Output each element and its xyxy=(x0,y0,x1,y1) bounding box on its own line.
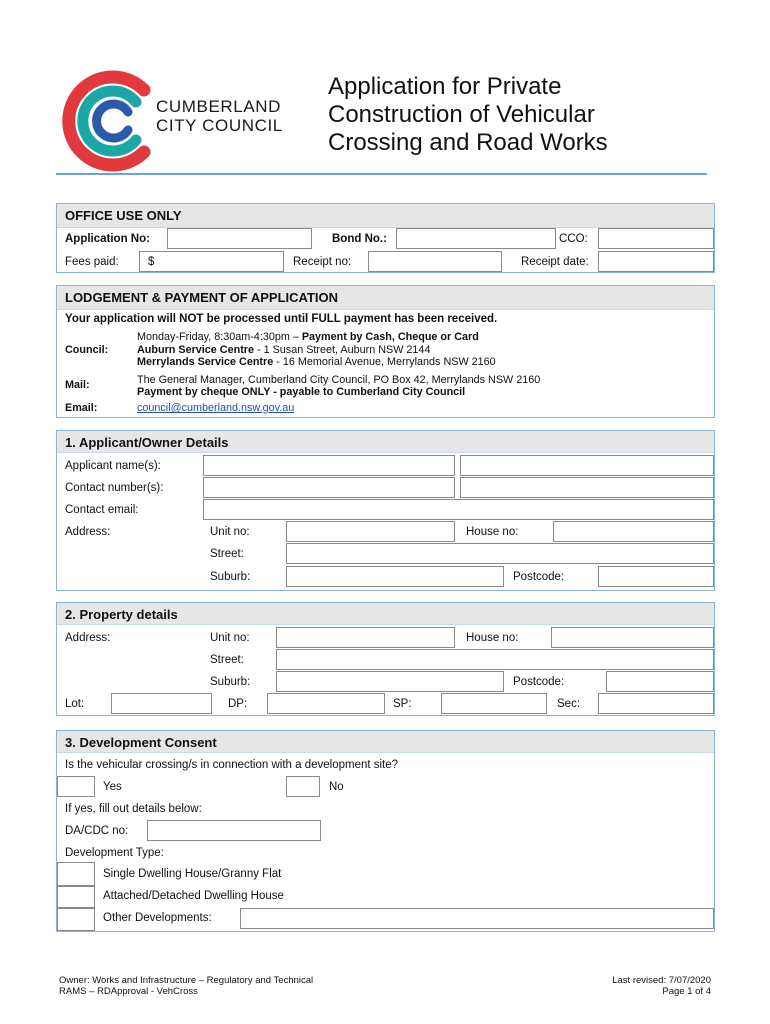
other-developments-checkbox[interactable] xyxy=(57,908,95,931)
applicant-name-field-2[interactable] xyxy=(460,455,714,476)
dp-label: DP: xyxy=(228,698,248,710)
street-field[interactable] xyxy=(286,543,714,564)
street-label: Street: xyxy=(210,654,244,666)
footer-owner: Owner: Works and Infrastructure – Regulatory and Technical RAMS – RDApproval - VehCross xyxy=(59,975,314,997)
suburb-label: Suburb: xyxy=(210,571,251,583)
section-heading: LODGEMENT & PAYMENT OF APPLICATION xyxy=(57,286,714,310)
applicant-section xyxy=(56,430,715,591)
application-no-field[interactable] xyxy=(167,228,312,249)
council-hours: Monday-Friday, 8:30am-4:30pm – Payment by Cash, Cheque or Card xyxy=(137,331,479,343)
sp-field[interactable] xyxy=(441,693,547,714)
auburn-centre: Auburn Service Centre - 1 Susan Street, Auburn NSW 2144 xyxy=(137,344,431,356)
address-label: Address: xyxy=(65,632,111,644)
applicant-name-field-1[interactable] xyxy=(203,455,455,476)
receipt-date-label: Receipt date: xyxy=(521,256,589,268)
house-no-label: House no: xyxy=(466,526,519,538)
contact-email-field[interactable] xyxy=(203,499,714,520)
payment-notice: Your application will NOT be processed until FULL payment has been received. xyxy=(65,313,498,325)
da-cdc-field[interactable] xyxy=(147,820,321,841)
other-developments-label: Other Developments: xyxy=(103,912,212,924)
unit-no-label: Unit no: xyxy=(210,632,250,644)
section-heading: 3. Development Consent xyxy=(57,731,714,753)
lot-field[interactable] xyxy=(111,693,212,714)
consent-section xyxy=(56,730,715,932)
applicant-names-label: Applicant name(s): xyxy=(65,460,161,472)
mail-payment: Payment by cheque ONLY - payable to Cumberland City Council xyxy=(137,386,466,398)
street-field[interactable] xyxy=(276,649,714,670)
suburb-label: Suburb: xyxy=(210,676,251,688)
section-heading: OFFICE USE ONLY xyxy=(57,204,714,228)
contact-email-label: Contact email: xyxy=(65,504,139,516)
single-dwelling-label: Single Dwelling House/Granny Flat xyxy=(103,868,282,880)
unit-no-field[interactable] xyxy=(286,521,455,542)
merrylands-centre: Merrylands Service Centre - 16 Memorial Avenue, Merrylands NSW 2160 xyxy=(137,356,496,368)
office-use-section xyxy=(56,203,715,273)
lodgement-section xyxy=(56,285,715,418)
if-yes-text: If yes, fill out details below: xyxy=(65,803,202,815)
receipt-no-field[interactable] xyxy=(368,251,502,272)
fees-paid-field[interactable] xyxy=(139,251,284,272)
sp-label: SP: xyxy=(393,698,412,710)
postcode-label: Postcode: xyxy=(513,571,565,583)
address-label: Address: xyxy=(65,526,111,538)
house-no-label: House no: xyxy=(466,632,519,644)
suburb-field[interactable] xyxy=(276,671,504,692)
suburb-field[interactable] xyxy=(286,566,504,587)
footer-page-info: Last revised: 7/07/2020 Page 1 of 4 xyxy=(612,975,711,997)
property-section xyxy=(56,602,715,716)
no-label: No xyxy=(329,781,344,793)
cco-field[interactable] xyxy=(598,228,714,249)
unit-no-label: Unit no: xyxy=(210,526,250,538)
contact-number-field-2[interactable] xyxy=(460,477,714,498)
postcode-label: Postcode: xyxy=(513,676,565,688)
consent-question: Is the vehicular crossing/s in connection with a development site? xyxy=(65,759,399,771)
postcode-field[interactable] xyxy=(598,566,714,587)
other-developments-field[interactable] xyxy=(240,908,714,929)
dp-field[interactable] xyxy=(267,693,385,714)
yes-label: Yes xyxy=(103,781,122,793)
cco-label: CCO: xyxy=(559,233,588,245)
attached-dwelling-checkbox[interactable] xyxy=(57,886,95,908)
lot-label: Lot: xyxy=(65,698,85,710)
title-divider xyxy=(56,173,707,175)
council-label: Council: xyxy=(65,344,109,356)
mail-label: Mail: xyxy=(65,379,90,391)
application-no-label: Application No: xyxy=(65,233,150,245)
attached-dwelling-label: Attached/Detached Dwelling House xyxy=(103,890,284,902)
mail-address: The General Manager, Cumberland City Council, PO Box 42, Merrylands NSW 2160 xyxy=(137,374,541,386)
council-email-link[interactable]: council@cumberland.nsw.gov.au xyxy=(137,402,295,414)
council-logo-icon xyxy=(56,66,166,176)
single-dwelling-checkbox[interactable] xyxy=(57,862,95,886)
unit-no-field[interactable] xyxy=(276,627,455,648)
street-label: Street: xyxy=(210,548,244,560)
sec-field[interactable] xyxy=(598,693,714,714)
development-type-label: Development Type: xyxy=(65,847,164,859)
email-label: Email: xyxy=(65,402,98,414)
section-heading: 2. Property details xyxy=(57,603,714,625)
contact-number-label: Contact number(s): xyxy=(65,482,164,494)
contact-number-field-1[interactable] xyxy=(203,477,455,498)
receipt-date-field[interactable] xyxy=(598,251,714,272)
bond-no-field[interactable] xyxy=(396,228,556,249)
da-cdc-label: DA/CDC no: xyxy=(65,825,129,837)
house-no-field[interactable] xyxy=(551,627,714,648)
sec-label: Sec: xyxy=(557,698,581,710)
yes-checkbox[interactable] xyxy=(57,776,95,797)
fees-paid-label: Fees paid: xyxy=(65,256,119,268)
section-heading: 1. Applicant/Owner Details xyxy=(57,431,714,453)
page-title: Application for Private Construction of Vehicular Crossing and Road Works xyxy=(328,73,608,156)
postcode-field[interactable] xyxy=(606,671,714,692)
receipt-no-label: Receipt no: xyxy=(293,256,352,268)
council-logo-text: CUMBERLAND CITY COUNCIL xyxy=(156,97,283,135)
no-checkbox[interactable] xyxy=(286,776,320,797)
house-no-field[interactable] xyxy=(553,521,714,542)
dollar-sign: $ xyxy=(148,256,155,268)
bond-no-label: Bond No.: xyxy=(332,233,387,245)
